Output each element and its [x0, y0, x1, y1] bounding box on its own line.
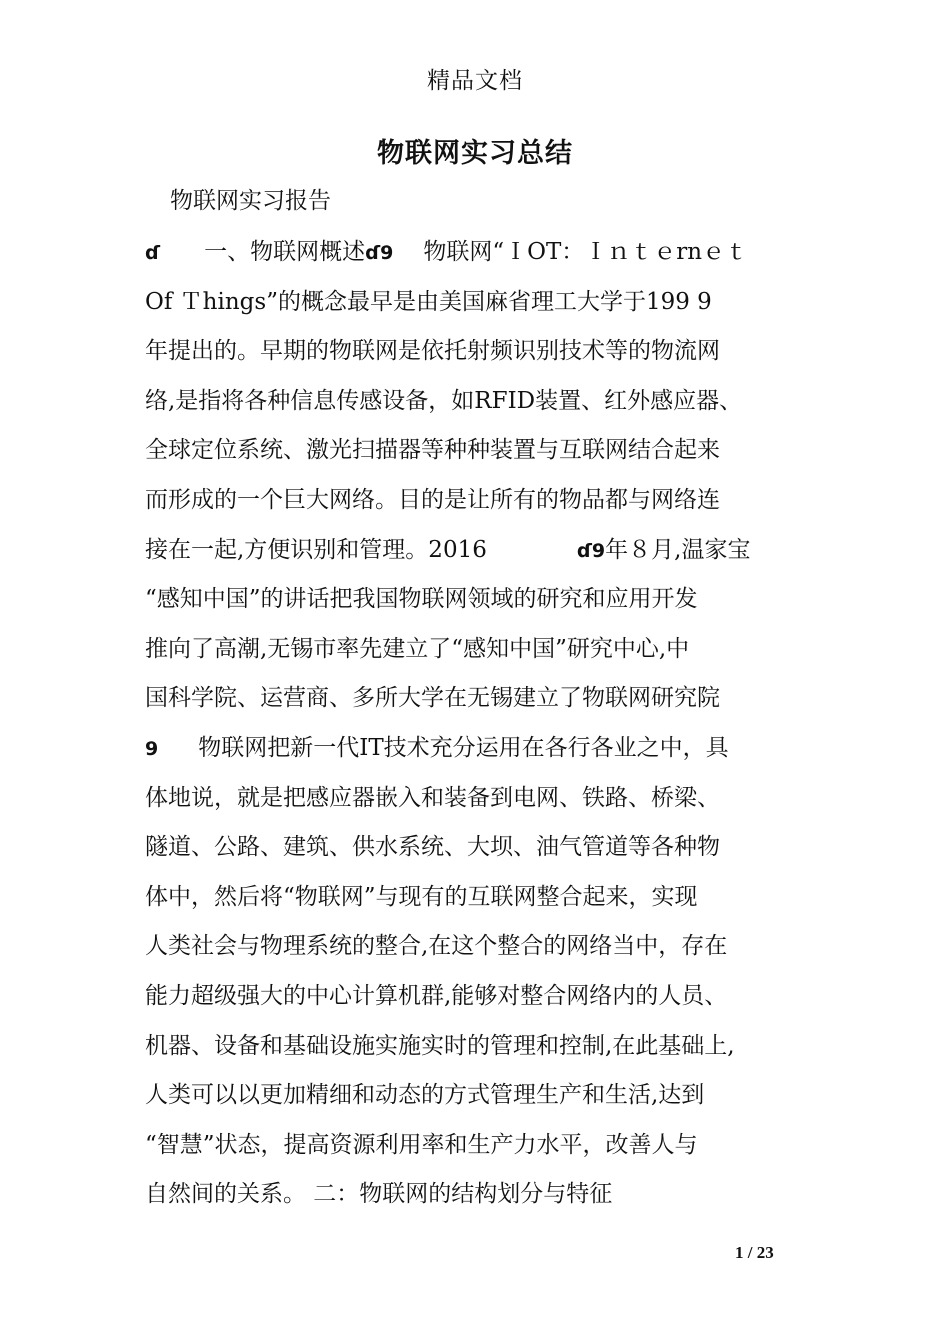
text-line: 体中，然后将“物联网”与现有的互联网整合起来，实现: [145, 883, 698, 910]
text-line: “感知中国”的讲话把我国物联网领域的研究和应用开发: [145, 586, 698, 613]
garbled-mark: ɗ: [145, 242, 161, 264]
document-title: 物联网实习总结: [377, 138, 573, 169]
text-line: 而形成的一个巨大网络。目的是让所有的物品都与网络连: [145, 486, 720, 513]
text-line: 国科学院、运营商、多所大学在无锡建立了物联网研究院: [145, 685, 720, 712]
text-line: [145, 724, 815, 774]
text-segment: 物联网“ＩOT：Ｉｎｔｅrnｅｔ: [423, 239, 749, 265]
garbled-mark: 9: [145, 737, 159, 760]
page-number: 1 / 23: [735, 1243, 774, 1262]
text-line: 人类社会与物理系统的整合,在这个整合的网络当中，存在: [145, 933, 728, 960]
section-heading-1: 一、物联网概述: [204, 239, 366, 265]
text-line: 全球定位系统、激光扫描器等种种装置与互联网结合起来: [145, 437, 720, 464]
page-header: 精品文档: [427, 68, 523, 94]
text-line: [145, 228, 815, 278]
text-line: “智慧”状态，提高资源利用率和生产力水平，改善人与: [145, 1131, 698, 1158]
text-line: Of Ｔhings”的概念最早是由美国麻省理工大学于199 9: [145, 288, 712, 315]
text-segment: 接在一起,方便识别和管理。2016: [145, 536, 487, 563]
text-line: 年提出的。早期的物联网是依托射频识别技术等的物流网: [145, 338, 720, 365]
body-text: [145, 228, 815, 1220]
garbled-mark: ɗ9: [576, 539, 606, 562]
text-line: 自然间的关系。 二：物联网的结构划分与特征: [145, 1181, 613, 1208]
text-segment: 年８月,温家宝: [605, 536, 751, 563]
text-line: 人类可以以更加精细和动态的方式管理生产和生活,达到: [145, 1082, 705, 1109]
text-line: 机器、设备和基础设施实施实时的管理和控制,在此基础上,: [145, 1032, 735, 1059]
text-line: 能力超级强大的中心计算机群,能够对整合网络内的人员、: [145, 982, 728, 1009]
text-line: 体地说，就是把感应器嵌入和装备到电网、铁路、桥梁、: [145, 784, 720, 811]
text-line: 推向了高潮,无锡市率先建立了“感知中国”研究中心,中: [145, 635, 690, 662]
text-line: 络,是指将各种信息传感设备，如RFID装置、红外感应器、: [145, 387, 743, 414]
text-segment: 物联网把新一代IT技术充分运用在各行各业之中，具: [198, 734, 729, 761]
text-line: [145, 526, 815, 576]
text-line: 隧道、公路、建筑、供水系统、大坝、油气管道等各种物: [145, 834, 720, 861]
garbled-mark: ɗ9: [365, 242, 394, 264]
document-subtitle: 物联网实习报告: [170, 188, 331, 214]
